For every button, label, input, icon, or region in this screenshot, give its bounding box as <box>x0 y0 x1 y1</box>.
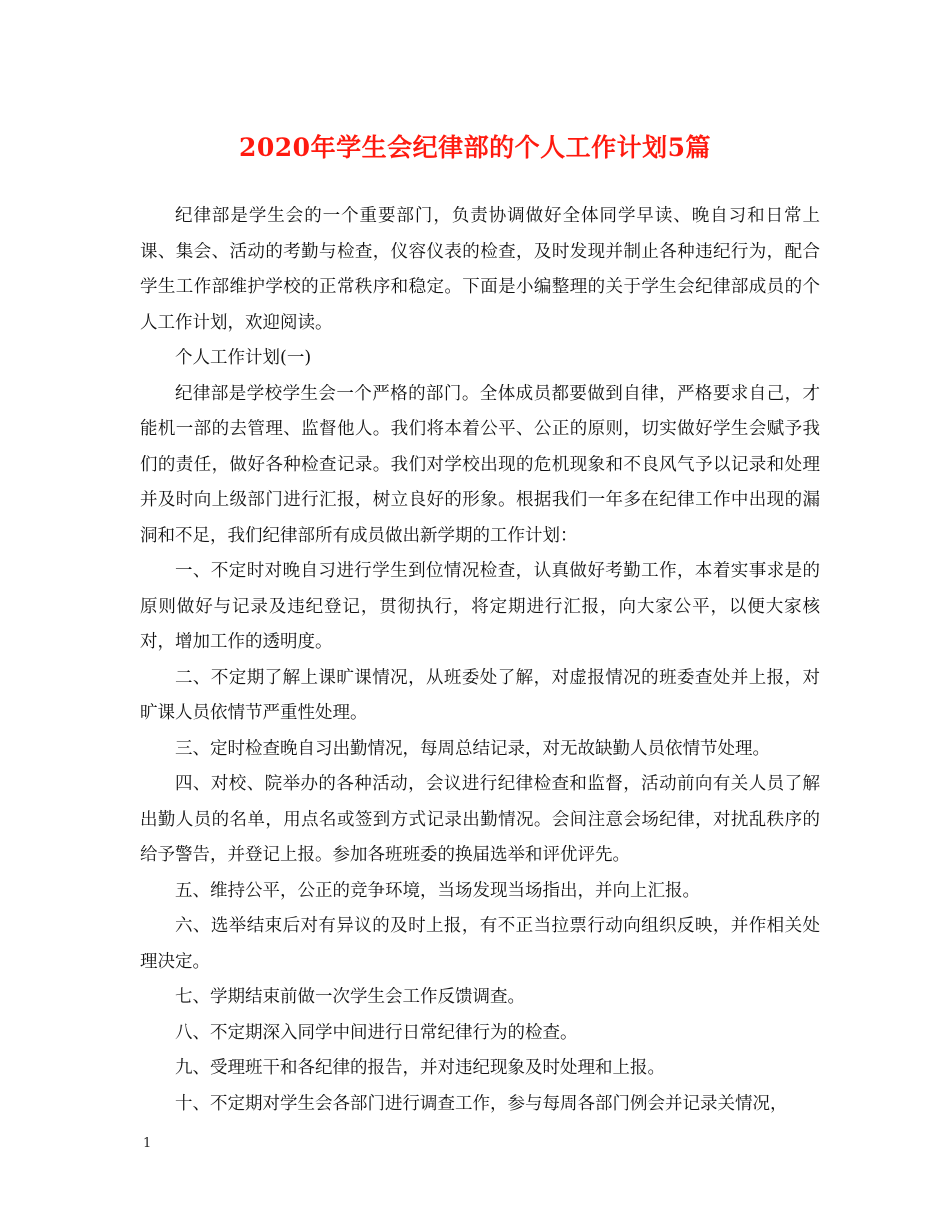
body-paragraph: 纪律部是学校学生会一个严格的部门。全体成员都要做到自律，严格要求自己，才能机一部的去管理、监督他人。我们将本着公平、公正的原则，切实做好学生会赋予我们的责任，做好各种检查记录。我们对学校出现的危机现象和不良风气予以记录和处理并及时向上级部门进行汇报，树立良好的形象。根据我们一年多在纪律工作中出现的漏洞和不足，我们纪律部所有成员做出新学期的工作计划： <box>140 383 820 546</box>
document-body <box>140 199 820 1122</box>
intro-paragraph: 纪律部是学生会的一个重要部门，负责协调做好全体同学早读、晚自习和日常上课、集会、活动的考勤与检查，仪容仪表的检查，及时发现并制止各种违纪行为，配合学生工作部维护学校的正常秩序和稳定。下面是小编整理的关于学生会纪律部成员的个人工作计划，欢迎阅读。 <box>140 206 820 333</box>
document-title: 2020年学生会纪律部的个人工作计划5篇 <box>239 133 711 162</box>
plan-item-8: 八、不定期深入同学中间进行日常纪律行为的检查。 <box>175 1022 578 1043</box>
plan-item-2: 二、不定期了解上课旷课情况，从班委处了解，对虚报情况的班委查处并上报，对旷课人员依情节严重性处理。 <box>140 667 820 723</box>
plan-item-10: 十、不定期对学生会各部门进行调查工作，参与每周各部门例会并记录关情况， <box>175 1093 788 1114</box>
plan-item-5: 五、维持公平，公正的竞争环境，当场发现当场指出，并向上汇报。 <box>175 880 700 901</box>
section-heading: 个人工作计划(一) <box>175 348 312 368</box>
plan-item-7: 七、学期结束前做一次学生会工作反馈调查。 <box>175 987 525 1007</box>
plan-item-9: 九、受理班干和各纪律的报告，并对违纪现象及时处理和上报。 <box>175 1058 665 1078</box>
plan-item-1: 一、不定时对晚自习进行学生到位情况检查，认真做好考勤工作，本着实事求是的原则做好与记录及违纪登记，贯彻执行，将定期进行汇报，向大家公平，以便大家核对，增加工作的透明度。 <box>140 561 820 652</box>
plan-item-6: 六、选举结束后对有异议的及时上报，有不正当拉票行动向组织反映，并作相关处理决定。 <box>140 916 820 972</box>
page-number: 1 <box>143 1136 152 1151</box>
plan-item-4: 四、对校、院举办的各种活动，会议进行纪律检查和监督，活动前向有关人员了解出勤人员的名单，用点名或签到方式记录出勤情况。会间注意会场纪律，对扰乱秩序的给予警告，并登记上报。参加各班班委的换届选举和评优评先。 <box>140 774 820 865</box>
plan-item-3: 三、定时检查晚自习出勤情况，每周总结记录，对无故缺勤人员依情节处理。 <box>175 738 770 759</box>
